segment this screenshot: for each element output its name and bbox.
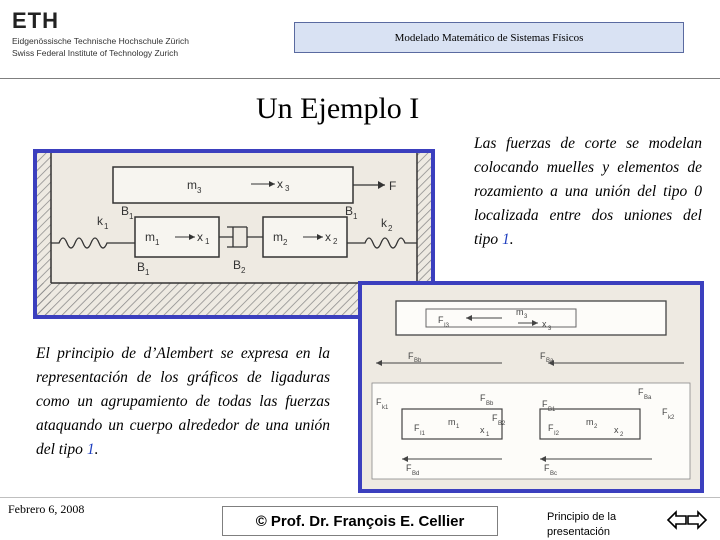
svg-text:1: 1 — [129, 212, 134, 221]
author-box — [222, 506, 498, 536]
m1-label: m — [145, 230, 155, 244]
x3-label-2: x — [542, 319, 547, 329]
spring-k2 — [347, 238, 417, 248]
right-paragraph-text: Las fuerzas de corte se modelan colocando muelles y elementos de rozamiento a una unión del tipo 0 localizada entre dos uniones del tipo — [474, 135, 702, 248]
right-paragraph — [474, 132, 702, 252]
svg-text:2: 2 — [594, 424, 598, 430]
svg-text:1: 1 — [155, 238, 160, 247]
svg-text:3: 3 — [285, 184, 290, 193]
svg-text:B2: B2 — [498, 421, 506, 427]
svg-text:k1: k1 — [382, 405, 389, 411]
eth-logo-line2: Swiss Federal Institute of Technology Zurich — [12, 48, 179, 58]
FI3-label: F — [438, 315, 444, 325]
course-title: Modelado Matemático de Sistemas Físicos — [394, 31, 584, 44]
x1-label-2: x — [480, 425, 485, 435]
m2-label: m — [273, 230, 283, 244]
header-divider — [0, 78, 720, 79]
x2-label-2: x — [614, 425, 619, 435]
force-F-label: F — [389, 179, 397, 193]
svg-text:1: 1 — [486, 432, 490, 438]
svg-text:Bb: Bb — [414, 358, 422, 364]
FB2-left-label: F — [492, 413, 498, 423]
course-header — [294, 22, 684, 53]
start-of-presentation-link[interactable]: Principio de la presentación — [547, 511, 617, 538]
svg-text:3: 3 — [524, 314, 528, 320]
B1-label-bottom: B — [137, 260, 146, 274]
x1-label: x — [197, 230, 203, 244]
Fk1-label: F — [376, 397, 382, 407]
B1-label-right: B — [345, 204, 354, 218]
Fk2-label: F — [662, 407, 668, 417]
FBb-label: F — [408, 351, 414, 361]
svg-text:1: 1 — [353, 212, 358, 221]
author-credit: © Prof. Dr. François E. Cellier — [255, 512, 465, 530]
svg-text:2: 2 — [283, 238, 288, 247]
FBb2-label: F — [480, 393, 486, 403]
svg-text:Bc: Bc — [550, 471, 558, 477]
m2-label-2: m — [586, 417, 594, 427]
x2-label: x — [325, 230, 331, 244]
FI1-label: F — [414, 423, 420, 433]
svg-text:2: 2 — [620, 432, 624, 438]
svg-text:I2: I2 — [554, 431, 560, 437]
FBd-label: F — [406, 463, 412, 473]
m3-label: m — [187, 178, 197, 192]
FBc-label: F — [544, 463, 550, 473]
free-body-diagram — [362, 285, 700, 489]
svg-text:I3: I3 — [444, 323, 450, 329]
svg-text:I1: I1 — [420, 431, 426, 437]
svg-text:Ba: Ba — [546, 358, 554, 364]
svg-text:1: 1 — [104, 222, 109, 231]
svg-text:2: 2 — [388, 224, 393, 233]
svg-text:k2: k2 — [668, 415, 675, 421]
right-paragraph-end: . — [509, 231, 514, 248]
k2-label: k — [381, 216, 387, 230]
FB2-right-label: F — [542, 399, 548, 409]
svg-text:3: 3 — [548, 326, 552, 332]
svg-text:Bd: Bd — [412, 471, 420, 477]
k1-label: k — [97, 214, 103, 228]
svg-text:2: 2 — [241, 266, 246, 275]
B2-label: B — [233, 258, 242, 272]
slide-title: Un Ejemplo I — [256, 92, 420, 125]
svg-text:1: 1 — [145, 268, 150, 277]
double-arrow-icon[interactable] — [666, 508, 708, 532]
mass-m3 — [113, 167, 353, 203]
damper-B2 — [219, 227, 263, 247]
svg-text:2: 2 — [333, 237, 338, 246]
eth-logo — [12, 8, 212, 68]
eth-logo-line1: Eidgenössische Technische Hochschule Zürich — [12, 36, 190, 46]
svg-text:3: 3 — [197, 186, 202, 195]
footer-date: Febrero 6, 2008 — [8, 502, 85, 516]
right-paragraph-number: 1 — [502, 231, 510, 248]
svg-text:Ba: Ba — [644, 395, 652, 401]
left-paragraph-end: . — [94, 441, 99, 458]
FI2-label: F — [548, 423, 554, 433]
svg-text:1: 1 — [205, 237, 210, 246]
svg-text:Bb: Bb — [486, 401, 494, 407]
svg-text:1: 1 — [456, 424, 460, 430]
footer-divider — [0, 497, 720, 498]
FBa-label: F — [540, 351, 546, 361]
m1-label-2: m — [448, 417, 456, 427]
left-paragraph-number: 1 — [86, 441, 95, 458]
FBa2-label: F — [638, 387, 644, 397]
free-body-figure — [358, 281, 704, 493]
left-paragraph — [36, 342, 330, 462]
svg-text:B1: B1 — [548, 407, 556, 413]
left-paragraph-text: El principio de d’Alembert se expresa en la representación de los gráficos de ligaduras como un agrupamiento de todas las fuerzas ataquando un cuerpo alrededor de una unión del tipo — [36, 345, 330, 458]
body-m3 — [396, 301, 666, 335]
eth-wordmark: ETH — [12, 8, 59, 33]
B1-label-left: B — [121, 204, 130, 218]
x3-label: x — [277, 177, 283, 191]
spring-k1 — [51, 238, 135, 248]
m3-label-2: m — [516, 307, 524, 317]
